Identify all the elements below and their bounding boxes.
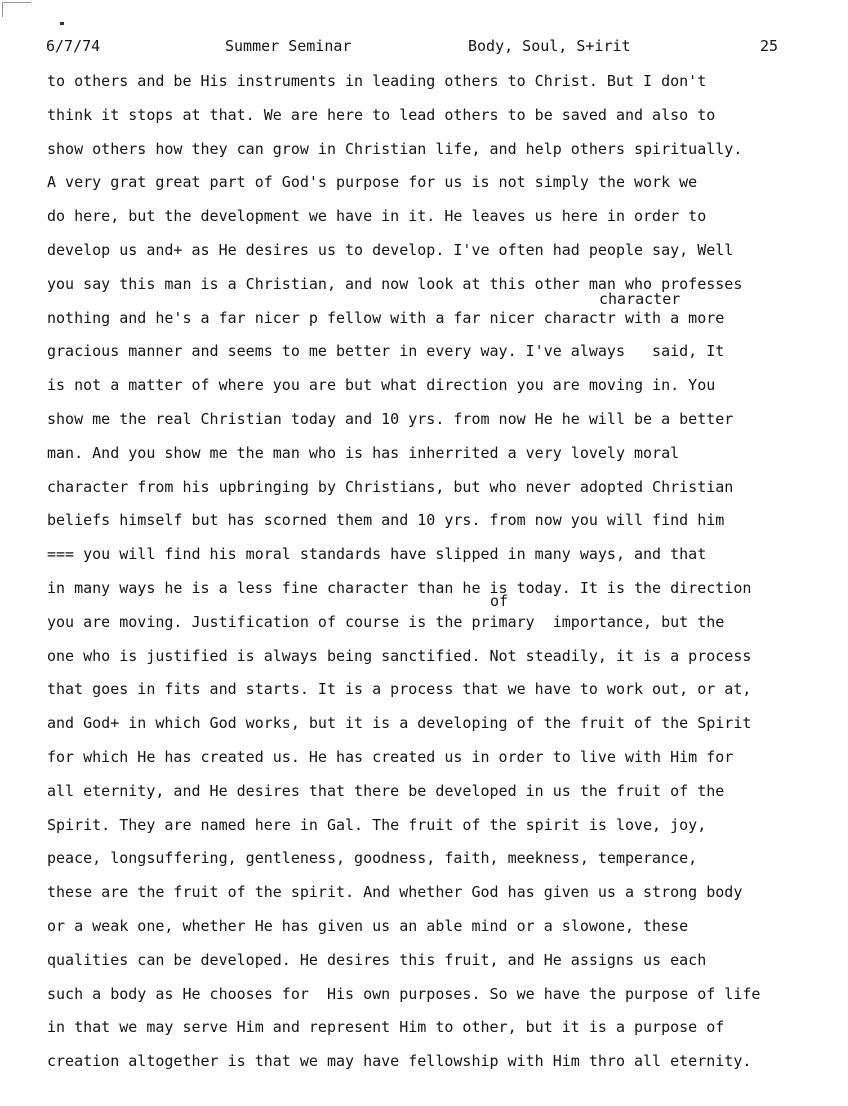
text-line: that goes in fits and starts. It is a process that we have to work out, or at, bbox=[47, 680, 752, 699]
text-line: creation altogether is that we may have fellowship with Him thro all eternity. bbox=[47, 1052, 752, 1071]
text-line: in that we may serve Him and represent Him to other, but it is a purpose of bbox=[47, 1018, 725, 1037]
text-line: you say this man is a Christian, and now look at this other man who professes bbox=[47, 274, 743, 293]
text-line: think it stops at that. We are here to lead others to be saved and also to bbox=[47, 105, 716, 124]
text-line: man. And you show me the man who is has inherrited a very lovely moral bbox=[47, 443, 680, 462]
text-line: Spirit. They are named here in Gal. The fruit of the spirit is love, joy, bbox=[47, 815, 707, 834]
text-line: do here, but the development we have in it. He leaves us here in order to bbox=[47, 207, 707, 226]
scan-dot-mark bbox=[60, 22, 64, 25]
insertion-of: of bbox=[490, 592, 509, 610]
text-line: one who is justified is always being sanctified. Not steadily, it is a process bbox=[47, 646, 752, 665]
text-line: nothing and he's a far nicer p fellow with a far nicer charactr with a more bbox=[47, 308, 725, 327]
body-text bbox=[47, 68, 837, 1082]
text-line: show others how they can grow in Christian life, and help others spiritually. bbox=[47, 139, 743, 158]
text-line: is not a matter of where you are but what direction you are moving in. You bbox=[47, 376, 716, 395]
text-line: in many ways he is a less fine character than he is today. It is the direction bbox=[47, 578, 752, 597]
text-line: all eternity, and He desires that there be developed in us the fruit of the bbox=[47, 781, 725, 800]
text-line: such a body as He chooses for His own purposes. So we have the purpose of life bbox=[47, 984, 761, 1003]
header-title: Body, Soul, S+irit bbox=[468, 37, 631, 55]
text-line: === you will find his moral standards have slipped in many ways, and that bbox=[47, 545, 707, 564]
text-line: peace, longsuffering, gentleness, goodness, faith, meekness, temperance, bbox=[47, 849, 698, 868]
text-line: character from his upbringing by Christians, but who never adopted Christian bbox=[47, 477, 734, 496]
text-line: show me the real Christian today and 10 yrs. from now He he will be a better bbox=[47, 409, 734, 428]
header-date: 6/7/74 bbox=[46, 37, 101, 55]
text-line: you are moving. Justification of course is the primary importance, but the bbox=[47, 612, 725, 631]
header-seminar: Summer Seminar bbox=[225, 37, 352, 55]
text-line: gracious manner and seems to me better in every way. I've always said, It bbox=[47, 342, 725, 361]
text-line: these are the fruit of the spirit. And whether God has given us a strong body bbox=[47, 883, 743, 902]
text-line: A very grat great part of God's purpose for us is not simply the work we bbox=[47, 173, 698, 192]
insertion-character: character bbox=[599, 290, 681, 308]
text-line: develop us and+ as He desires us to develop. I've often had people say, Well bbox=[47, 240, 734, 259]
text-line: to others and be His instruments in leading others to Christ. But I don't bbox=[47, 72, 707, 90]
scan-edge-mark bbox=[2, 2, 31, 17]
header-page-number: 25 bbox=[760, 37, 779, 55]
text-line: beliefs himself but has scorned them and 10 yrs. from now you will find him bbox=[47, 511, 725, 530]
text-line: or a weak one, whether He has given us an able mind or a slowone, these bbox=[47, 916, 689, 935]
text-line: and God+ in which God works, but it is a developing of the fruit of the Spirit bbox=[47, 714, 752, 733]
text-line: qualities can be developed. He desires this fruit, and He assigns us each bbox=[47, 950, 707, 969]
text-line: for which He has created us. He has created us in order to live with Him for bbox=[47, 747, 734, 766]
page-header bbox=[0, 37, 848, 57]
